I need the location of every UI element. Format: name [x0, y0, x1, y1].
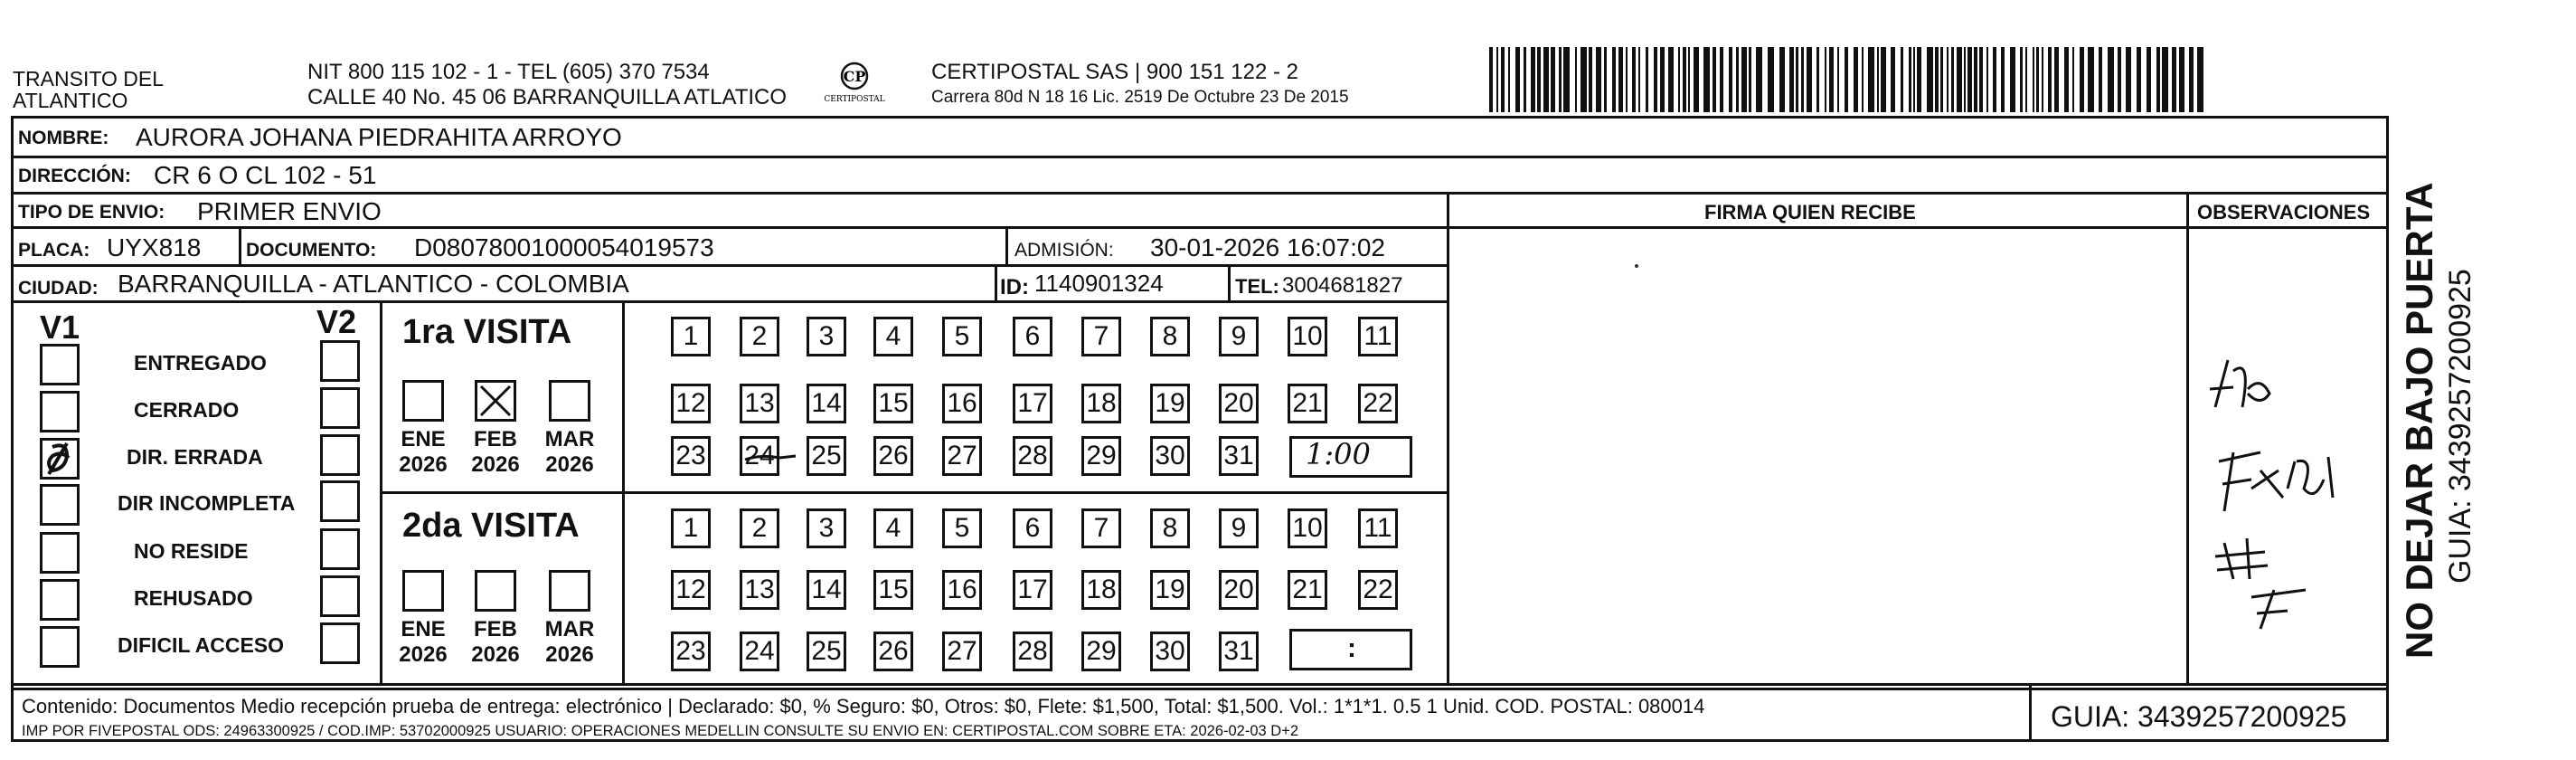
- status-label: NO RESIDE: [134, 539, 249, 563]
- visit2-year-label: 2026: [545, 642, 594, 667]
- v2-checkbox[interactable]: [320, 340, 360, 382]
- admision-label: ADMISIÓN:: [1014, 240, 1114, 261]
- visit1-day-box[interactable]: 9: [1219, 317, 1259, 356]
- visit1-day-box[interactable]: 24: [740, 436, 779, 476]
- v1-checkbox[interactable]: [40, 579, 80, 621]
- visit1-day-box[interactable]: 15: [873, 384, 913, 423]
- ciudad-label: CIUDAD:: [18, 278, 99, 299]
- visit2-day-box[interactable]: 22: [1358, 570, 1398, 610]
- visit2-day-box[interactable]: 20: [1219, 570, 1259, 610]
- side-warning: NO DEJAR BAJO PUERTA: [2398, 182, 2440, 659]
- visit2-day-box[interactable]: 13: [740, 570, 779, 610]
- visit2-day-box[interactable]: 23: [671, 632, 711, 671]
- visit1-day-box[interactable]: 23: [671, 436, 711, 476]
- visit1-day-box[interactable]: 12: [671, 384, 711, 423]
- visit2-day-box[interactable]: 19: [1150, 570, 1190, 610]
- visit1-day-box[interactable]: 8: [1150, 317, 1190, 356]
- visit1-day-box[interactable]: 11: [1358, 317, 1398, 356]
- visit2-day-box[interactable]: 4: [873, 508, 913, 548]
- company-line2: Carrera 80d N 18 16 Lic. 2519 De Octubre 23 De 2015: [931, 88, 1349, 107]
- v1-header: V1: [40, 309, 80, 346]
- visit2-time-placeholder: :: [1347, 633, 1356, 663]
- visit2-day-box[interactable]: 21: [1288, 570, 1327, 610]
- visit1-day-box[interactable]: 6: [1013, 317, 1052, 356]
- visit1-day-box[interactable]: 16: [942, 384, 982, 423]
- visit2-month-checkbox-ene[interactable]: [402, 570, 444, 612]
- org-name-line1: TRANSITO DEL: [13, 67, 164, 90]
- visit2-day-box[interactable]: 24: [740, 632, 779, 671]
- nombre-label: NOMBRE:: [18, 128, 109, 148]
- visit2-day-box[interactable]: 8: [1150, 508, 1190, 548]
- visit1-day-box[interactable]: 7: [1081, 317, 1121, 356]
- visit2-day-box[interactable]: 16: [942, 570, 982, 610]
- visit1-time-handwritten: 1:00: [1306, 437, 1371, 471]
- visit2-day-box[interactable]: 6: [1013, 508, 1052, 548]
- v1-checkbox[interactable]: [40, 532, 80, 574]
- visit2-day-box[interactable]: 1: [671, 508, 711, 548]
- id-label: ID:: [1000, 275, 1029, 299]
- tipo-envio-label: TIPO DE ENVIO:: [18, 202, 165, 223]
- visit2-year-label: 2026: [471, 642, 520, 667]
- visit1-month-checkbox-ene[interactable]: [402, 380, 444, 422]
- visit2-day-box[interactable]: 27: [942, 632, 982, 671]
- visit2-day-box[interactable]: 3: [807, 508, 846, 548]
- id-value: 1140901324: [1034, 270, 1164, 297]
- visit2-day-box[interactable]: 5: [942, 508, 982, 548]
- visit1-day-box[interactable]: 5: [942, 317, 982, 356]
- visit1-day-box[interactable]: 17: [1013, 384, 1052, 423]
- barcode: [1487, 47, 2211, 112]
- side-guia: GUIA: 3439257200925: [2443, 269, 2477, 584]
- visit2-day-box[interactable]: 9: [1219, 508, 1259, 548]
- visit2-day-box[interactable]: 25: [807, 632, 846, 671]
- status-label: DIFICIL ACCESO: [118, 633, 285, 657]
- visit2-day-box[interactable]: 18: [1081, 570, 1121, 610]
- direccion-value: CR 6 O CL 102 - 51: [154, 161, 377, 189]
- visit2-day-box[interactable]: 29: [1081, 632, 1121, 671]
- status-label: REHUSADO: [134, 586, 253, 610]
- footer-contenido: Contenido: Documentos Medio recepción prueba de entrega: electrónico | Declarado: $0, % Seguro: $0, Otros: $0, Flete: $1,500, Total: $1,500. Vol.: 1*1*1. 0.5 1 Unid. COD. POSTAL: 080014: [22, 695, 1705, 717]
- v1-checkbox[interactable]: [40, 391, 80, 432]
- logo-text: CERTIPOSTAL: [824, 95, 885, 104]
- day-24-handwritten-strike: [743, 436, 797, 476]
- visit1-month-label: ENE: [401, 427, 446, 451]
- status-label: CERRADO: [134, 398, 240, 422]
- placa-value: UYX818: [107, 233, 202, 261]
- visit1-title: 1ra VISITA: [402, 313, 572, 351]
- visit1-day-box[interactable]: 1: [671, 317, 711, 356]
- visit1-day-box[interactable]: 3: [807, 317, 846, 356]
- firma-dot: [1635, 264, 1638, 268]
- visit2-day-box[interactable]: 17: [1013, 570, 1052, 610]
- documento-label: DOCUMENTO:: [246, 240, 377, 261]
- footer-impresion: IMP POR FIVEPOSTAL ODS: 24963300925 / COD.IMP: 53702000925 USUARIO: OPERACIONES MEDELLIN CONSULTE SU ENVIO EN: CERTIPOSTAL.COM SOBRE ETA: 2026-02-03 D+2: [22, 723, 1299, 739]
- firma-area[interactable]: [1451, 228, 2184, 683]
- visit1-day-box[interactable]: 20: [1219, 384, 1259, 423]
- visit2-day-box[interactable]: 7: [1081, 508, 1121, 548]
- v2-checkbox[interactable]: [320, 622, 360, 664]
- nombre-value: AURORA JOHANA PIEDRAHITA ARROYO: [136, 123, 622, 151]
- status-label: DIR. ERRADA: [127, 445, 263, 469]
- visit1-day-box[interactable]: 13: [740, 384, 779, 423]
- ciudad-value: BARRANQUILLA - ATLANTICO - COLOMBIA: [118, 270, 629, 298]
- tel-label: TEL:: [1235, 275, 1279, 298]
- visit2-month-label: MAR: [544, 617, 595, 641]
- v1-checkbox[interactable]: [40, 626, 80, 668]
- visit2-day-box[interactable]: 12: [671, 570, 711, 610]
- visit1-day-box[interactable]: 27: [942, 436, 982, 476]
- visit2-day-box[interactable]: 31: [1219, 632, 1259, 671]
- visit2-month-label: FEB: [474, 617, 517, 641]
- status-label: ENTREGADO: [134, 351, 267, 375]
- footer-guia: GUIA: 3439257200925: [2051, 700, 2347, 733]
- visit2-day-box[interactable]: 14: [807, 570, 846, 610]
- visit1-day-box[interactable]: 2: [740, 317, 779, 356]
- v1-checkbox[interactable]: [40, 344, 80, 385]
- visit1-month-checkbox-feb[interactable]: [475, 380, 516, 422]
- svg-text:CP: CP: [843, 68, 866, 85]
- visit1-day-box[interactable]: 26: [873, 436, 913, 476]
- v2-header: V2: [316, 303, 357, 340]
- nit-line2: CALLE 40 No. 45 06 BARRANQUILLA ATLATICO: [307, 85, 788, 109]
- v2-checkbox[interactable]: [320, 528, 360, 570]
- placa-label: PLACA:: [18, 240, 90, 261]
- nit-line1: NIT 800 115 102 - 1 - TEL (605) 370 7534: [307, 60, 710, 84]
- visit1-day-box[interactable]: 29: [1081, 436, 1121, 476]
- v1-checkbox[interactable]: [40, 484, 80, 526]
- visit2-year-label: 2026: [399, 642, 448, 667]
- visit1-month-checkbox-mar[interactable]: [549, 380, 590, 422]
- dir-errada-handwritten-mark: [40, 438, 80, 480]
- org-name-line2: ATLANTICO: [13, 89, 128, 112]
- admision-value: 30-01-2026 16:07:02: [1150, 233, 1385, 261]
- visit1-day-box[interactable]: 25: [807, 436, 846, 476]
- column-observaciones-header: OBSERVACIONES: [2197, 201, 2371, 223]
- visit1-day-box[interactable]: 19: [1150, 384, 1190, 423]
- certipostal-logo: [818, 60, 891, 107]
- visit2-day-box[interactable]: 28: [1013, 632, 1052, 671]
- v2-checkbox[interactable]: [320, 575, 360, 617]
- visit2-day-box[interactable]: 15: [873, 570, 913, 610]
- tel-value: 3004681827: [1282, 273, 1403, 298]
- visit2-month-checkbox-mar[interactable]: [549, 570, 590, 612]
- documento-value: D080780010000540195​73: [414, 233, 714, 261]
- visit1-day-box[interactable]: 28: [1013, 436, 1052, 476]
- visit1-month-label: MAR: [544, 427, 595, 451]
- visit1-day-box[interactable]: 21: [1288, 384, 1327, 423]
- visit1-year-label: 2026: [471, 452, 520, 477]
- visit2-day-box[interactable]: 10: [1288, 508, 1327, 548]
- visit2-month-checkbox-feb[interactable]: [475, 570, 516, 612]
- visit1-day-box[interactable]: 14: [807, 384, 846, 423]
- visit1-day-box[interactable]: 30: [1150, 436, 1190, 476]
- v2-checkbox[interactable]: [320, 434, 360, 476]
- visit1-year-label: 2026: [545, 452, 594, 477]
- visit2-day-box[interactable]: 2: [740, 508, 779, 548]
- status-label: DIR INCOMPLETA: [118, 491, 296, 515]
- visit1-month-label: FEB: [474, 427, 517, 451]
- visit1-day-box[interactable]: 18: [1081, 384, 1121, 423]
- v2-checkbox[interactable]: [320, 480, 360, 522]
- column-firma-header: FIRMA QUIEN RECIBE: [1704, 201, 1916, 223]
- visit1-day-box[interactable]: 4: [873, 317, 913, 356]
- observaciones-handwriting: [2197, 353, 2360, 633]
- visit2-month-label: ENE: [401, 617, 446, 641]
- visit2-day-box[interactable]: 11: [1358, 508, 1398, 548]
- visit1-day-box[interactable]: 22: [1358, 384, 1398, 423]
- v2-checkbox[interactable]: [320, 387, 360, 429]
- company-line1: CERTIPOSTAL SAS | 900 151 122 - 2: [931, 60, 1298, 84]
- visit2-day-box[interactable]: 26: [873, 632, 913, 671]
- visit2-title: 2da VISITA: [402, 507, 580, 545]
- visit2-day-box[interactable]: 30: [1150, 632, 1190, 671]
- visit1-day-box[interactable]: 31: [1219, 436, 1259, 476]
- direccion-label: DIRECCIÓN:: [18, 166, 131, 186]
- visit1-year-label: 2026: [399, 452, 448, 477]
- tipo-envio-value: PRIMER ENVIO: [197, 197, 382, 225]
- visit1-day-box[interactable]: 10: [1288, 317, 1327, 356]
